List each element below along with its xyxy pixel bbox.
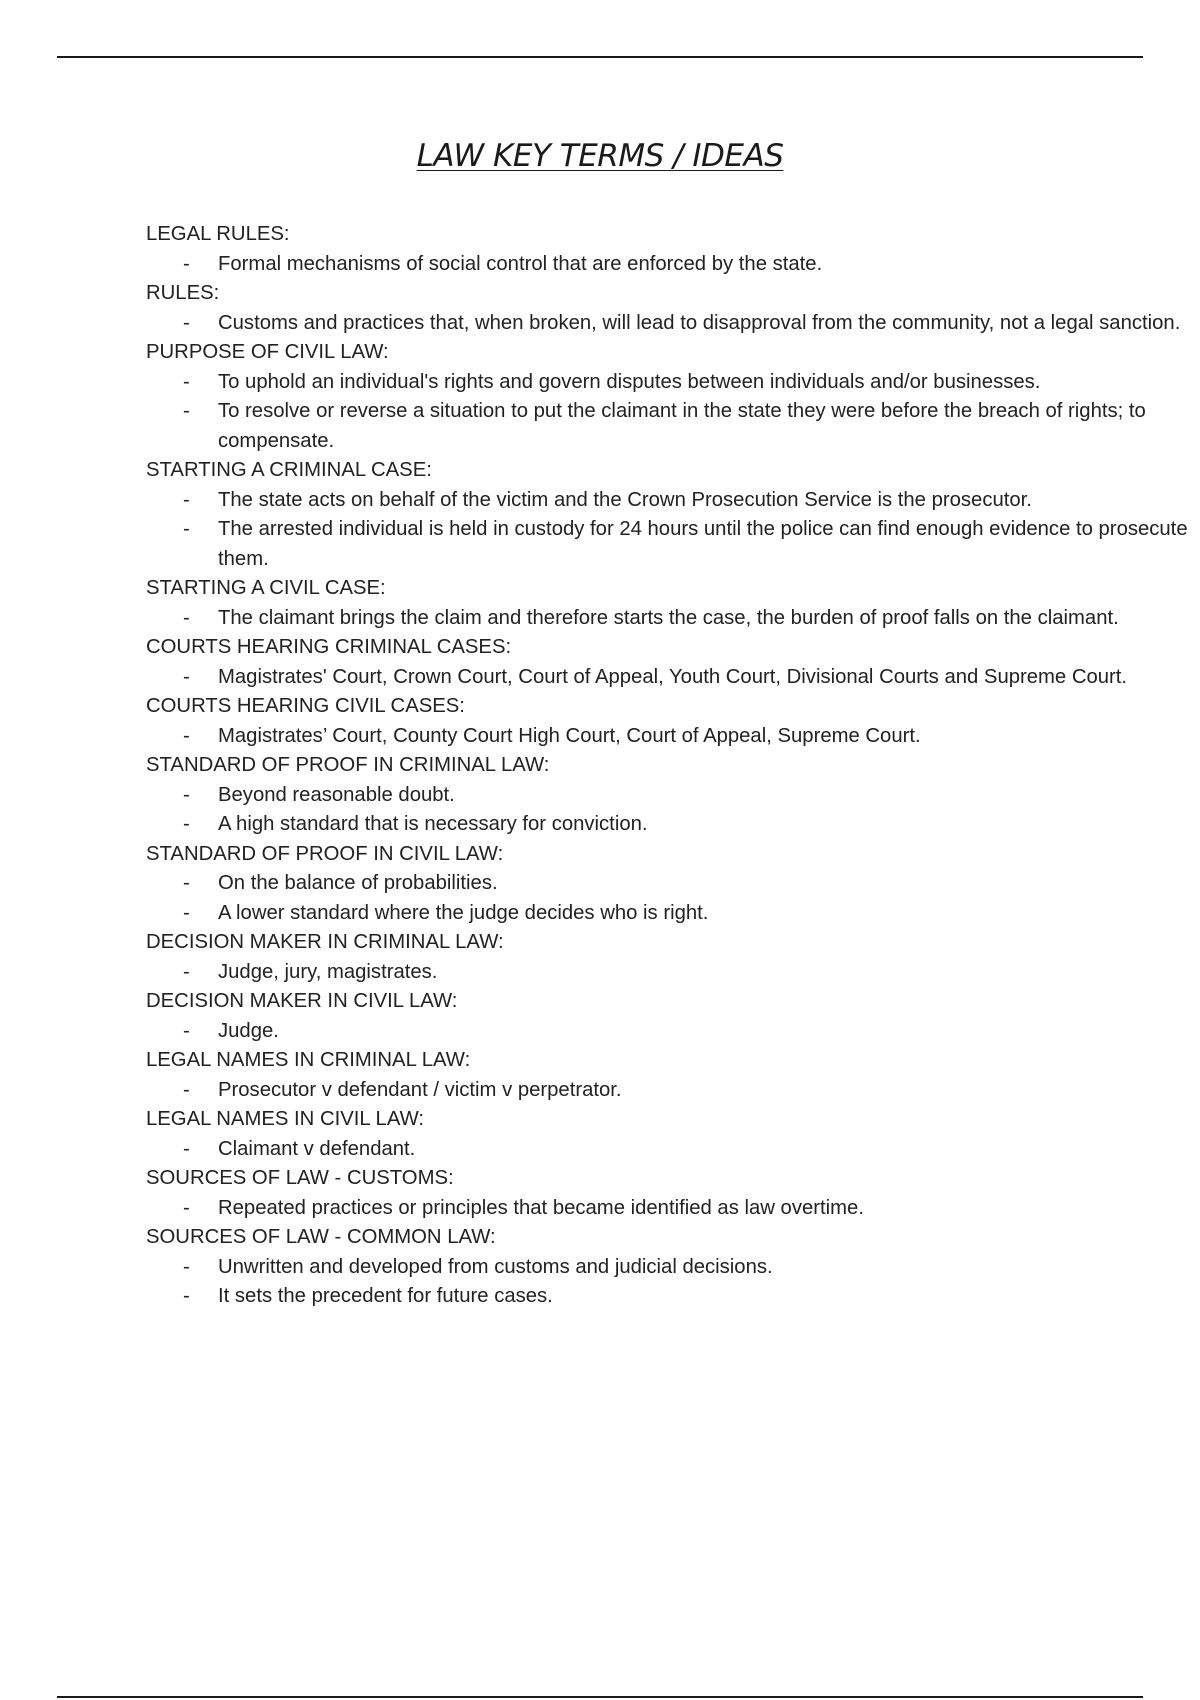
bullet-point bbox=[146, 397, 1200, 456]
term-section bbox=[146, 928, 1066, 987]
bullet-list bbox=[146, 1017, 1066, 1047]
bullet-list bbox=[146, 309, 1181, 339]
section-heading: COURTS HEARING CIVIL CASES: bbox=[146, 695, 465, 717]
bullet-dash: - bbox=[183, 1078, 190, 1101]
bullet-text: The state acts on behalf of the victim and the Crown Prosecution Service is the prosecutor. bbox=[218, 488, 1032, 511]
section-heading: PURPOSE OF CIVIL LAW: bbox=[146, 341, 389, 363]
bullet-point bbox=[146, 1253, 1200, 1283]
term-section bbox=[146, 633, 1128, 692]
bullet-list bbox=[146, 781, 1066, 840]
section-heading: STANDARD OF PROOF IN CIVIL LAW: bbox=[146, 842, 504, 865]
bullet-point bbox=[146, 1282, 1200, 1312]
bullet-dash: - bbox=[183, 518, 190, 540]
term-section bbox=[146, 751, 1066, 840]
bullet-text: The arrested individual is held in custody for 24 hours until the police can find enough evidence to prosecute them. bbox=[218, 518, 1188, 570]
term-section bbox=[146, 840, 1066, 929]
section-heading: STARTING A CRIMINAL CASE: bbox=[146, 459, 432, 481]
bullet-text: The claimant brings the claim and therefore starts the case, the burden of proof falls on the claimant. bbox=[218, 606, 1119, 629]
term-section bbox=[146, 279, 1181, 338]
bullet-point bbox=[146, 810, 1200, 840]
bullet-point bbox=[146, 1076, 1200, 1106]
bullet-dash: - bbox=[183, 901, 190, 924]
section-heading: STANDARD OF PROOF IN CRIMINAL LAW: bbox=[146, 754, 550, 776]
bullet-dash: - bbox=[183, 400, 190, 422]
bullet-point bbox=[146, 722, 1200, 752]
term-section bbox=[146, 456, 1188, 574]
document-title: LAW KEY TERMS / IDEAS bbox=[416, 138, 784, 174]
bullet-point bbox=[146, 250, 1200, 280]
bullet-text: To resolve or reverse a situation to put the claimant in the state they were before the breach of rights; to compensate. bbox=[218, 400, 1146, 452]
bullet-dash: - bbox=[183, 813, 190, 835]
footer-rule bbox=[57, 1696, 1143, 1698]
bullet-text: Judge, jury, magistrates. bbox=[218, 960, 438, 983]
bullet-text: A high standard that is necessary for conviction. bbox=[218, 813, 648, 835]
bullet-dash: - bbox=[183, 665, 190, 688]
bullet-list bbox=[146, 1076, 1066, 1106]
bullet-point bbox=[146, 1135, 1200, 1165]
bullet-dash: - bbox=[183, 872, 190, 894]
bullet-point bbox=[146, 781, 1200, 811]
term-section bbox=[146, 1164, 1066, 1223]
bullet-dash: - bbox=[183, 1285, 190, 1307]
bullet-dash: - bbox=[183, 1019, 190, 1042]
bullet-dash: - bbox=[183, 960, 190, 983]
section-heading: LEGAL RULES: bbox=[146, 223, 290, 245]
bullet-list bbox=[146, 486, 1188, 575]
header-rule bbox=[57, 56, 1143, 58]
bullet-list bbox=[146, 663, 1128, 693]
section-heading: SOURCES OF LAW - COMMON LAW: bbox=[146, 1226, 496, 1248]
bullet-point bbox=[146, 1194, 1200, 1224]
bullet-list bbox=[146, 368, 1146, 457]
section-heading: RULES: bbox=[146, 282, 220, 304]
bullet-point bbox=[146, 663, 1200, 693]
bullet-text: On the balance of probabilities. bbox=[218, 872, 498, 894]
bullet-list bbox=[146, 722, 1066, 752]
document-body bbox=[146, 220, 1188, 1312]
term-section bbox=[146, 574, 1119, 633]
bullet-text: Unwritten and developed from customs and judicial decisions. bbox=[218, 1255, 773, 1278]
bullet-text: Prosecutor v defendant / victim v perpetrator. bbox=[218, 1078, 622, 1101]
bullet-dash: - bbox=[183, 724, 190, 747]
section-heading: DECISION MAKER IN CRIMINAL LAW: bbox=[146, 931, 504, 953]
bullet-list bbox=[146, 604, 1119, 634]
bullet-point bbox=[146, 515, 1200, 574]
bullet-list bbox=[146, 1253, 1066, 1312]
bullet-point bbox=[146, 368, 1200, 398]
bullet-dash: - bbox=[183, 1196, 190, 1219]
section-heading: COURTS HEARING CRIMINAL CASES: bbox=[146, 636, 512, 658]
section-heading: DECISION MAKER IN CIVIL LAW: bbox=[146, 990, 458, 1012]
bullet-text: Claimant v defendant. bbox=[218, 1137, 416, 1160]
bullet-dash: - bbox=[183, 252, 190, 275]
bullet-text: Beyond reasonable doubt. bbox=[218, 783, 455, 806]
term-section bbox=[146, 1223, 1066, 1312]
bullet-dash: - bbox=[183, 488, 190, 511]
bullet-text: It sets the precedent for future cases. bbox=[218, 1285, 553, 1307]
bullet-text: Magistrates' Court, Crown Court, Court of Appeal, Youth Court, Divisional Courts and Supreme Court. bbox=[218, 665, 1128, 688]
term-section bbox=[146, 987, 1066, 1046]
bullet-text: A lower standard where the judge decides who is right. bbox=[218, 901, 709, 924]
bullet-dash: - bbox=[183, 311, 190, 334]
bullet-text: To uphold an individual's rights and govern disputes between individuals and/or businesses. bbox=[218, 370, 1041, 393]
bullet-point bbox=[146, 869, 1200, 899]
bullet-list bbox=[146, 1194, 1066, 1224]
bullet-point bbox=[146, 309, 1200, 339]
bullet-list bbox=[146, 869, 1066, 928]
bullet-text: Repeated practices or principles that became identified as law overtime. bbox=[218, 1196, 864, 1219]
term-section bbox=[146, 1105, 1066, 1164]
bullet-list bbox=[146, 250, 1066, 280]
bullet-text: Judge. bbox=[218, 1019, 279, 1042]
bullet-point bbox=[146, 1017, 1200, 1047]
term-section bbox=[146, 338, 1146, 456]
bullet-point bbox=[146, 899, 1200, 929]
bullet-dash: - bbox=[183, 783, 190, 806]
bullet-text: Formal mechanisms of social control that are enforced by the state. bbox=[218, 252, 823, 275]
section-heading: STARTING A CIVIL CASE: bbox=[146, 577, 386, 599]
term-section bbox=[146, 692, 1066, 751]
bullet-list bbox=[146, 1135, 1066, 1165]
bullet-point bbox=[146, 486, 1200, 516]
section-heading: LEGAL NAMES IN CRIMINAL LAW: bbox=[146, 1049, 471, 1071]
bullet-list bbox=[146, 958, 1066, 988]
bullet-dash: - bbox=[183, 370, 190, 393]
bullet-text: Magistrates’ Court, County Court High Court, Court of Appeal, Supreme Court. bbox=[218, 724, 921, 747]
bullet-dash: - bbox=[183, 606, 190, 629]
section-heading: SOURCES OF LAW - CUSTOMS: bbox=[146, 1167, 454, 1189]
bullet-text: Customs and practices that, when broken, will lead to disapproval from the community, not a legal sanction. bbox=[218, 311, 1181, 334]
term-section bbox=[146, 1046, 1066, 1105]
section-heading: LEGAL NAMES IN CIVIL LAW: bbox=[146, 1108, 425, 1130]
term-section bbox=[146, 220, 1066, 279]
bullet-point bbox=[146, 604, 1200, 634]
bullet-point bbox=[146, 958, 1200, 988]
bullet-dash: - bbox=[183, 1255, 190, 1278]
bullet-dash: - bbox=[183, 1137, 190, 1160]
